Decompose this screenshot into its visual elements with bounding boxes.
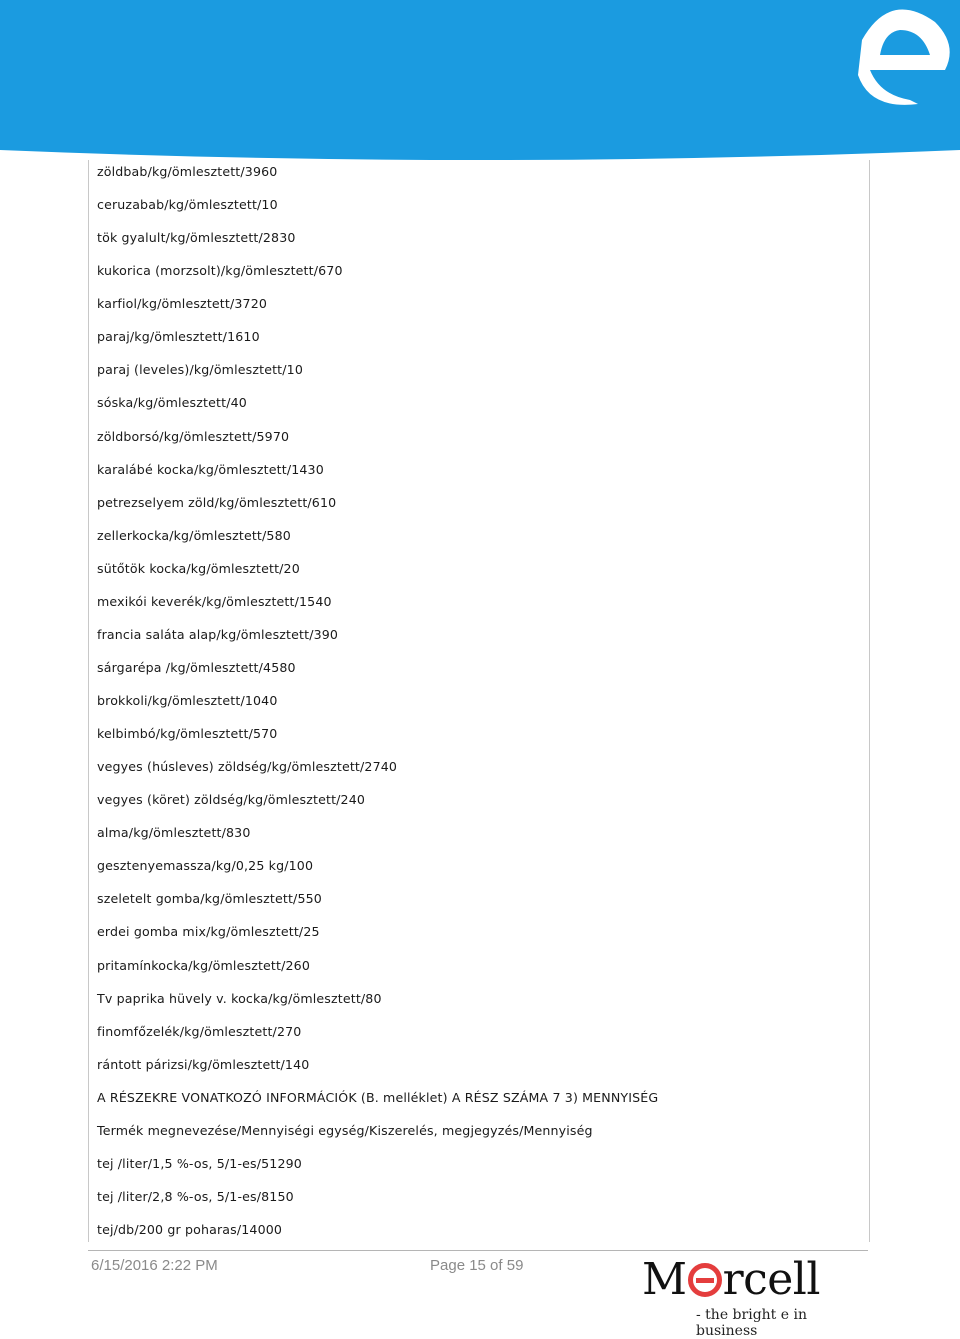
document-line: alma/kg/ömlesztett/830 (97, 825, 251, 841)
document-line: Termék megnevezése/Mennyiségi egység/Kiszerelés, megjegyzés/Mennyiség (97, 1122, 593, 1138)
document-line: zellerkocka/kg/ömlesztett/580 (97, 527, 291, 543)
document-lines (97, 162, 857, 1253)
document-line: tej /liter/1,5 %-os, 5/1-es/51290 (97, 1155, 302, 1171)
document-line: sárgarépa /kg/ömlesztett/4580 (97, 659, 296, 675)
document-line: szeletelt gomba/kg/ömlesztett/550 (97, 891, 322, 907)
document-line: mexikói keverék/kg/ömlesztett/1540 (97, 593, 332, 609)
document-line: sóska/kg/ömlesztett/40 (97, 395, 247, 411)
document-line: vegyes (húsleves) zöldség/kg/ömlesztett/2740 (97, 759, 398, 775)
document-line: karalábé kocka/kg/ömlesztett/1430 (97, 461, 324, 477)
document-line: gesztenyemassza/kg/0,25 kg/100 (97, 858, 314, 874)
document-line: tök gyalult/kg/ömlesztett/2830 (97, 230, 296, 246)
document-line: zöldborsó/kg/ömlesztett/5970 (97, 428, 290, 444)
document-line: petrezselyem zöld/kg/ömlesztett/610 (97, 494, 337, 510)
document-line: ceruzabab/kg/ömlesztett/10 (97, 197, 278, 213)
document-line: karfiol/kg/ömlesztett/3720 (97, 296, 268, 312)
document-line: rántott párizsi/kg/ömlesztett/140 (97, 1056, 310, 1072)
logo-text-end: rcell (722, 1254, 820, 1305)
document-line: tej /liter/2,8 %-os, 5/1-es/8150 (97, 1188, 294, 1204)
document-line: brokkoli/kg/ömlesztett/1040 (97, 693, 278, 708)
document-line: zöldbab/kg/ömlesztett/3960 (97, 164, 278, 179)
document-line: paraj (leveles)/kg/ömlesztett/10 (97, 362, 303, 378)
document-line: sütőtök kocka/kg/ömlesztett/20 (97, 560, 300, 576)
document-line: francia saláta alap/kg/ömlesztett/390 (97, 626, 339, 642)
document-line: kelbimbó/kg/ömlesztett/570 (97, 726, 278, 742)
header-banner (0, 0, 960, 162)
document-line: pritamínkocka/kg/ömlesztett/260 (97, 957, 310, 973)
logo-tagline: - the bright e in business (696, 1307, 807, 1339)
document-line: finomfőzelék/kg/ömlesztett/270 (97, 1023, 302, 1039)
footer-date: 6/15/2016 2:22 PM (91, 1257, 218, 1274)
document-line: tej/db/200 gr poharas/14000 (97, 1222, 283, 1237)
logo-text-start: M (642, 1254, 687, 1305)
document-line: Tv paprika hüvely v. kocka/kg/ömlesztett/80 (97, 990, 382, 1006)
document-line: paraj/kg/ömlesztett/1610 (97, 329, 260, 345)
marcell-logo (642, 1252, 872, 1339)
document-line: A RÉSZEKRE VONATKOZÓ INFORMÁCIÓK (B. melléklet) A RÉSZ SZÁMA 7 3) MENNYISÉG (97, 1089, 659, 1105)
footer-divider (88, 1250, 868, 1251)
document-line: kukorica (morzsolt)/kg/ömlesztett/670 (97, 263, 343, 279)
footer-page-number: Page 15 of 59 (430, 1257, 524, 1274)
logo-e-icon (688, 1263, 722, 1297)
document-line: erdei gomba mix/kg/ömlesztett/25 (97, 924, 320, 940)
document-line: vegyes (köret) zöldség/kg/ömlesztett/240 (97, 792, 366, 808)
